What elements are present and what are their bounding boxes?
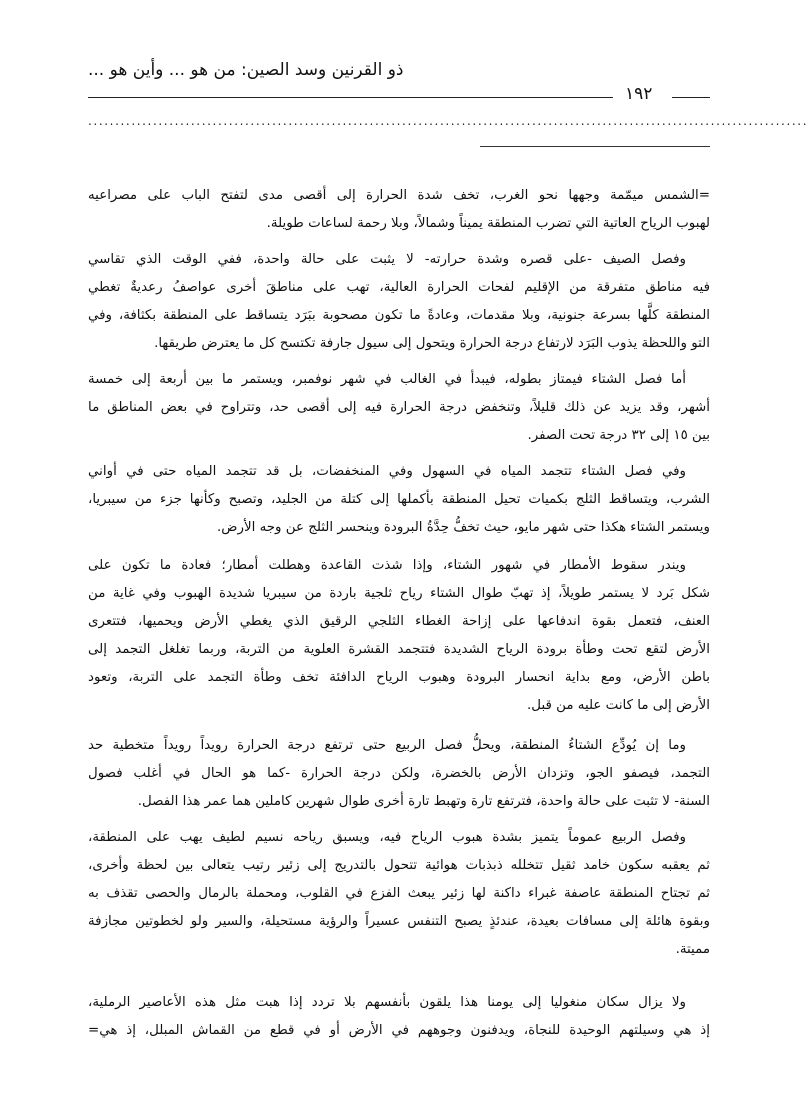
paragraph (88, 182, 710, 238)
text-line: العنف، فتعمل بقوة اندفاعها على إزاحة الغطاء الثلجي الرقيق الذي يغطي الأرض ويحميها، فتتعرى (88, 614, 710, 629)
text-line: لهبوب الرياح العاتية التي تضرب المنطقة يميناً وشمالاً، وبلا رحمة لساعات طويلة. (266, 216, 710, 231)
text-line: التو واللحظة يذوب البَرَد لارتفاع درجة الحرارة ويتحول إلى سيول جارفة تكتسح كل ما يعترض طريقها. (154, 336, 710, 351)
paragraph (88, 458, 710, 542)
text-line: وفصل الربيع عموماً يتميز بشدة هبوب الرياح فيه، ويسبق رياحه نسيم لطيف يهب على المنطقة، (88, 830, 686, 845)
text-line: المنطقة كلَّها بسرعة جنونية، وبلا مقدمات، وعادةً ما تكون مصحوبة ببَرَد يتساقط على المنطقة بكثافة، وفي (88, 308, 710, 323)
footnote-rule (480, 146, 710, 147)
page-number: ١٩٢ (625, 84, 653, 104)
text-line: وفصل الصيف -على قصره وشدة حرارته- لا يثبت على حالة واحدة، ففي الوقت الذي تقاسي (88, 252, 686, 267)
paragraph (88, 732, 710, 816)
text-line: ثم تجتاح المنطقة عاصفة غبراء داكنة لها زئير يبعث الفزع في القلوب، ومحملة بالرمال والحصى تقذف به (88, 886, 710, 901)
paragraph (88, 989, 710, 1045)
text-line: أشهر، وقد يزيد عن ذلك قليلاً، وتنخفض درجة الحرارة فيه إلى أقصى حد، وتتراوح في بعض المناطق ما (88, 400, 710, 415)
text-line: الشرب، ويتساقط الثلج بكميات تحيل المنطقة بأكملها إلى كتلة من الجليد، وتصبح وكأنها جزء من سيبريا، (88, 492, 710, 507)
text-line: باطن الأرض، ومع بداية انحسار البرودة وهبوب الرياح الدافئة تخف وطأة التجمد على التربة، وتعود (88, 670, 710, 685)
text-line: ولا يزال سكان منغوليا إلى يومنا هذا يلقون بأنفسهم بلا تردد إذا هبت مثل هذه الأعاصير الرملية، (88, 995, 686, 1010)
text-line: الأرض لتقع تحت وطأة برودة الرياح الشديدة فتتجمد القشرة العلوية من التربة، وربما تغلغل التجمد إلى (88, 642, 710, 657)
text-line: وفي فصل الشتاء تتجمد المياه في السهول وفي المنخفضات، بل قد تتجمد المياه حتى في أواني (88, 464, 686, 479)
paragraph (88, 824, 710, 964)
text-line: أما فصل الشتاء فيمتاز بطوله، فيبدأ في الغالب في شهر نوفمبر، ويستمر ما بين أربعة إلى خمسة (88, 372, 686, 387)
text-line: فيه مناطق متفرقة من الإقليم لفحات الحرارة العالية، تهب على مناطقَ أخرى عواصفُ رعديةٌ تغطي (88, 280, 710, 295)
text-line: شكل بَرد لا يستمر طويلاً، إذ تهبّ طوال الشتاء رياح ثلجية باردة من سيبريا شديدة الهبوب وفي غاية من (88, 586, 710, 601)
text-line: مميتة. (675, 942, 710, 957)
text-line: التجمد، فيصفو الجو، وتزدان الأرض بالخضرة، ولكن درجة الحرارة -كما هو الحال في أغلب فصول (88, 766, 710, 781)
text-line: السنة- لا تثبت على حالة واحدة، فترتفع تارة وتهبط تارة أخرى طوال شهرين كاملين هما عمر هذا الفصل. (137, 794, 710, 809)
paragraph (88, 552, 710, 720)
text-line: =الشمس ميمّمة وجهها نحو الغرب، تخف شدة الحرارة إلى أقصى مدى لتفتح الباب على مصراعيه (88, 188, 710, 203)
text-line: الأرض إلى ما كانت عليه من قبل. (527, 698, 710, 713)
text-line: ويستمر الشتاء هكذا حتى شهر مايو، حيث تخفُّ حِدَّةُ البرودة وينحسر الثلج عن وجه الأرض. (217, 520, 710, 535)
text-line: وما إن يُودِّع الشتاءُ المنطقة، ويحلُّ فصل الربيع حتى ترتفع درجة الحرارة رويداً رويداً متخطية حد (88, 738, 686, 753)
book-title: ذو القرنين وسد الصين: من هو ... وأين هو ... (88, 60, 404, 80)
paragraph (88, 366, 710, 450)
dotted-separator: ..................................................................................................................................... (88, 114, 808, 128)
header-rule (88, 97, 613, 98)
text-line: ويندر سقوط الأمطار في شهور الشتاء، وإذا شذت القاعدة وهطلت أمطار؛ فعادة ما تكون على (88, 558, 686, 573)
text-line: بين ١٥ إلى ٣٢ درجة تحت الصفر. (527, 428, 710, 443)
text-line: إذ هي وسيلتهم الوحيدة للنجاة، ويدفنون وجوههم في الأرض أو في قطع من القماش المبلل، إذ هي= (88, 1023, 710, 1038)
text-line: وبقوة هائلة إلى مسافات بعيدة، عندئذٍ يصبح التنفس عسيراً والرؤية مستحيلة، والسير ولو لخطوتين مجازفة (88, 914, 710, 929)
text-line: ثم يعقبه سكون خامد ثقيل تتخلله ذبذبات هوائية تتحول بالتدريج إلى زئير رتيب يتعالى بين لحظة وأخرى، (88, 858, 710, 873)
paragraph (88, 246, 710, 358)
page-number-dash (672, 97, 710, 98)
